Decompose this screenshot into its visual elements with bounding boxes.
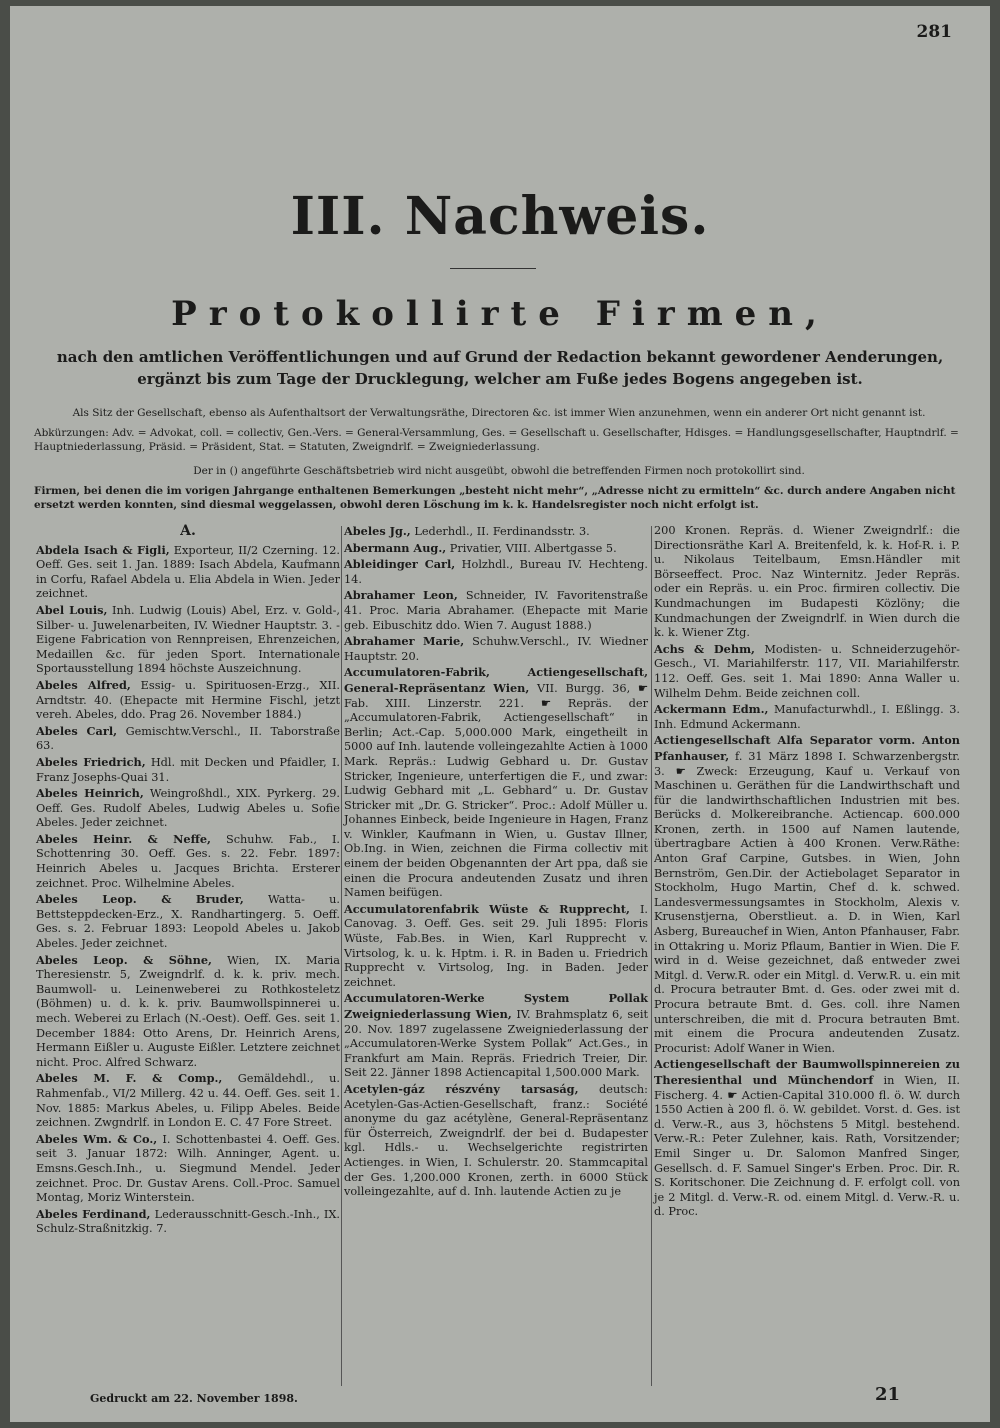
firm-name: Ableidinger Carl, <box>344 557 456 572</box>
firm-entry <box>36 1207 340 1237</box>
firm-entry <box>344 557 648 587</box>
firm-name: Abrahamer Leon, <box>344 588 458 603</box>
firm-details: Exporteur, II/2 Czerning. 12. Oeff. Ges. seit 1. Jan. 1889: Isach Abdela, Kaufmann in Corfu, Rafael Abdela u. Elia Abdela in Wien. Jeder zeichnet. <box>36 543 340 601</box>
firm-details: I. Canovag. 3. Oeff. Ges. seit 29. Juli 1895: Floris Wüste, Fab.Bes. in Wien, Karl Rupprecht v. Virtsolog, k. u. k. Hptm. i. R. in Baden u. Friedrich Rupprecht v. Virtsolog, Ing. in Baden. Jeder zeichnet. <box>344 902 648 989</box>
firm-entry <box>344 634 648 664</box>
firm-name: Abel Louis, <box>36 602 108 617</box>
firm-entry <box>36 603 340 677</box>
firm-entry <box>344 541 648 557</box>
column-1 <box>36 524 340 1238</box>
firm-details: Inh. Ludwig (Louis) Abel, Erz. v. Gold-, Silber- u. Juwelenarbeiten, IV. Wiedner Hauptstr. 3. -Eigene Fabrication von Rennpreisen, Ehrenzeichen, Medaillen &c. für jeden Sport. Internationale Sportausstellung 1894 höchste Auszeichnung. <box>36 603 340 676</box>
subtitle: Protokollirte Firmen, <box>171 294 829 334</box>
firm-entry <box>36 832 340 891</box>
firm-entry <box>36 786 340 831</box>
firm-entry <box>36 892 340 951</box>
firm-details: in Wien, II. Fischerg. 4. ☛ Actien-Capital 310.000 fl. ö. W. durch 1550 Actien à 200 fl. ö. W. gebildet. Vorst. d. Ges. ist d. Verw.-R., aus 3, höchstens 5 Mitgl. bestehend. Verw.-R.: Peter Zulehner, kais. Rath, Vorsitzender; Emil Singer u. Dr. Salomon Manfred Singer, Gesellsch. d. F. Samuel Singer's Erben. Proc. Dir. R. S. Koritschoner. Die Zeichnung d. F. erfolgt coll. von je 2 Mitgl. d. Verw.-R. od. einem Mitgl. d. Verw.-R. u. d. Proc. <box>654 1073 961 1219</box>
firm-details: Lederhdl., II. Ferdinandsstr. 3. <box>410 525 590 538</box>
firm-details: Watta- u. Bettsteppdecken-Erz., X. Randhartingerg. 5. Oeff. Ges. s. 2. Februar 1893: Leopold Abeles u. Jakob Abeles. Jeder zeichnet. <box>36 893 340 951</box>
firm-details: Wien, IX. Maria Theresienstr. 5, Zweigndrlf. d. k. k. priv. mech. Baumwoll- u. Leinenweberei zu Rothkosteletz (Böhmen) u. d. k. k. priv. Baumwollspinnerei u. mech. Weberei zu Erlach (N.-Oest). Oeff. Ges. seit 1. December 1884: Otto Arens, Dr. Heinrich Arens, Hermann Eißler u. Auguste Eißler. Letztere zeichnet nicht. Proc. Alfred Schwarz. <box>36 953 340 1069</box>
firm-details: f. 31 März 1898 I. Schwarzenbergstr. 3. ☛ Zweck: Erzeugung, Kauf u. Verkauf von Maschinen u. Geräthen für die Landwirthschaft und für die landwirthschaftlichen Industrien mit bes. Berücks d. Molkereibranche. Actiencap. 600.000 Kronen, zerth. in 1500 auf Namen lautende, übertragbare Actien à 400 Kronen. Verw.Räthe: Anton Graf Carpine, Gutsbes. in Wien, John Bernström, Gen.Dir. der Actiebolaget Separator in Stockholm, Hugo Martin, Chef d. k. schwed. Landesvermessungsamtes in Stockholm, Alexis v. Krusenstjerna, Oberstlieut. a. D. in Wien, Karl Asberg, Bureauchef in Wien, Anton Pfanhauser, Fabr. in Ottakring u. Moriz Pflaum, Bantier in Wien. Die F. wird in d. Weise gezeichnet, daß entweder zwei Mitgl. d. Verw.R. oder ein Mitgl. d. Verw.R. u. ein mit d. Procura betrauter Bmt. d. Ges. oder zwei mit d. Procura betraute Bmt. d. Ges. coll. ihre Namen unterschreiben, die mit d. Procura betrauten Bmt. mit einem die Procura andeutenden Zusatz. Procurist: Adolf Waner in Wien. <box>654 749 960 1055</box>
column-1-entries <box>36 543 340 1237</box>
firm-entry <box>654 524 960 641</box>
firm-details: Holzhdl., Bureau IV. Hechteng. 14. <box>344 558 648 586</box>
firm-entry <box>344 1082 648 1200</box>
firm-details: 200 Kronen. Repräs. d. Wiener Zweigndrlf.: die Directionsräthe Karl A. Breitenfeld, k. k. Hof-R. i. P. u. Nikolaus Teitelbaum, Emsn.Händler mit Börseeffect. Proc. Naz Winternitz. Jeder Repräs. oder ein Repräs. u. ein Proc. firmiren collectiv. Die Kundmachungen im Budapesti Közlöny; die Kundmachungen der Zweigndrlf. in Wien durch die k. k. Wiener Ztg. <box>654 524 960 640</box>
firm-details: Modisten- u. Schneiderzugehör-Gesch., VI. Mariahilferstr. 117, VII. Mariahilferstr. 112. Oeff. Ges. seit 1. Mai 1890: Anna Waller u. Wilhelm Dehm. Beide zeichnen coll. <box>654 642 960 700</box>
firm-details: deutsch: Acetylen-Gas-Actien-Gesellschaft, franz.: Société anonyme du gaz acétylène, General-Repräsentanz für Österreich, Zweigndrlf. der bei d. Budapester kgl. Hdls.- u. Wechselgerichte registrirten Actienges. in Wien, I. Schulerstr. 20. Stammcapital der Ges. 1,200.000 Kronen, zerth. in 6000 Stück volleingezahlte, auf d. Inh. lautende Actien zu je <box>344 1082 648 1199</box>
firm-details: Essig- u. Spirituosen-Erzg., XII. Arndtstr. 40. (Ehepacte mit Hermine Fischl, jetzt vereh. Abeles, ddo. Prag 26. November 1884.) <box>36 678 341 722</box>
firm-details: VII. Burgg. 36, ☛ Fab. XIII. Linzerstr. 221. ☛ Repräs. der „Accumulatoren-Fabrik, Actiengesellschaft“ in Berlin; Act.-Cap. 5,000.000 Mark, eingetheilt in 5000 auf Inh. lautende volleingezahlte Actien à 1000 Mark. Repräs.: Ludwig Gebhard u. Dr. Gustav Stricker, Ingenieure, unterfertigen die F., und zwar: Ludwig Gebhard mit „L. Gebhard“ u. Dr. Gustav Stricker mit „Dr. G. Stricker“. Proc.: Adolf Müller u. Johannes Einbeck, beide Ingenieure in Hagen, Franz v. Winkler, Kaufmann in Wien, u. Gustav Illner, Ob.Ing. in Wien, zeichnen die Firma collectiv mit einem der beiden Obgenannten der Art ppa, daß sie einen die Procura andeutenden Zusatz und ihren Namen beifügen. <box>344 681 648 900</box>
note-omitted: Firmen, bei denen die im vorigen Jahrgange enthaltenen Bemerkungen „besteht nicht mehr“, „Adresse nicht zu ermitteln“ &c. durch andere Angaben nicht ersetzt werden konnten, sind diesmal weggelassen, obwohl deren Löschung im k. k. Handelsregister noch nicht erfolgt ist. <box>34 485 956 511</box>
document-page <box>10 6 990 1422</box>
firm-name: Abeles Ferdinand, <box>36 1206 151 1221</box>
firm-entry <box>344 665 648 901</box>
intro-text: nach den amtlichen Veröffentlichungen und auf Grund der Redaction bekannt gewordener Aenderungen, ergänzt bis zum Tage der Drucklegung, welcher am Fuße jedes Bogens angegeben ist. <box>56 348 944 388</box>
firm-name: Abeles M. F. & Comp., <box>36 1071 223 1086</box>
firm-details: Schuhw. Fab., I. Schottenring 30. Oeff. Ges. s. 22. Febr. 1897: Heinrich Abeles u. Jacques Brichta. Ersterer zeichnet. Proc. Wilhelmine Abeles. <box>36 832 341 890</box>
firm-name: Abeles Jg., <box>344 524 411 538</box>
firm-details: Privatier, VIII. Albertgasse 5. <box>446 541 617 555</box>
firm-name: Actiengesellschaft der Baumwollspinnereien zu Theresienthal und Münchendorf <box>654 1057 960 1087</box>
note-business: Der in () angeführte Geschäftsbetrieb wird nicht ausgeübt, obwohl die betreffenden Firmen noch protokollirt sind. <box>193 465 805 477</box>
column-divider-1 <box>341 526 342 1386</box>
column-divider-2 <box>651 526 652 1386</box>
page-title: III. Nachweis. <box>290 186 710 247</box>
firm-name: Accumulatorenfabrik Wüste & Rupprecht, <box>344 901 630 916</box>
firm-details: I. Schottenbastei 4. Oeff. Ges. seit 3. Januar 1872: Wilh. Anninger, Agent. u. Emsns.Gesch.Inh., u. Siegmund Mendel. Jeder zeichnet. Proc. Dr. Gustav Arens. Coll.-Proc. Samuel Montag, Moriz Winterstein. <box>36 1132 340 1205</box>
firm-entry <box>344 991 648 1081</box>
firm-details: Lederausschnitt-Gesch.-Inh., IX. Schulz-Straßnitzkig. 7. <box>36 1207 340 1236</box>
firm-details: Hdl. mit Decken und Pfaidler, I. Franz Josephs-Quai 31. <box>36 755 340 784</box>
firm-entry <box>36 1132 340 1206</box>
firm-details: Manufacturwhdl., I. Eßlingg. 3. Inh. Edmund Ackermann. <box>654 703 960 731</box>
firm-name: Abrahamer Marie, <box>344 634 465 649</box>
firm-name: Abeles Carl, <box>36 723 118 738</box>
firm-name: Accumulatoren-Werke System Pollak Zweigniederlassung Wien, <box>344 991 648 1021</box>
firm-entry <box>654 1057 960 1220</box>
firm-details: Gemischtw.Verschl., II. Taborstraße 63. <box>36 724 340 753</box>
firm-entry <box>344 588 648 633</box>
sheet-signature: 21 <box>874 1384 900 1405</box>
firm-details: Schneider, IV. Favoritenstraße 41. Proc. Maria Abrahamer. (Ehepacte mit Marie geb. Eibuschitz ddo. Wien 7. August 1888.) <box>344 589 648 632</box>
firm-entry <box>36 543 340 602</box>
firm-name: Abeles Heinr. & Neffe, <box>36 831 211 846</box>
firm-entry <box>344 524 648 540</box>
firm-entry <box>36 755 340 785</box>
note-abbreviations: Abkürzungen: Adv. = Advokat, coll. = collectiv, Gen.-Vers. = General-Versammlung, Ges. = Gesellschaft u. Gesellschafter, Hdisges. = Handlungsgesellschafter, Hauptndrlf. = Hauptniederlassung, Präsid. = Präsident, Stat. = Statuten, Zweigndrlf. = Zweigniederlassung. <box>34 427 959 453</box>
firm-name: Abeles Heinrich, <box>36 786 144 801</box>
title-divider <box>450 268 536 269</box>
firm-name: Achs & Dehm, <box>654 641 755 656</box>
column-2-entries <box>344 524 648 1200</box>
firm-entry <box>654 702 960 732</box>
page-number: 281 <box>916 22 952 42</box>
firm-entry <box>654 642 960 701</box>
column-3-entries <box>654 524 960 1220</box>
firm-details: Weingroßhdl., XIX. Pyrkerg. 29. Oeff. Ges. Rudolf Abeles, Ludwig Abeles u. Sofie Abeles. Jeder zeichnet. <box>36 787 340 830</box>
firm-name: Abeles Leop. & Bruder, <box>36 892 244 907</box>
firm-name: Abeles Alfred, <box>36 677 131 692</box>
firm-name: Abeles Friedrich, <box>36 754 146 769</box>
firm-name: Abermann Aug., <box>344 540 447 555</box>
firm-name: Acetylen-gáz részvény tarsaság, <box>344 1081 579 1096</box>
firm-details: Gemäldehdl., u. Rahmenfab., VI/2 Millerg. 42 u. 44. Oeff. Ges. seit 1. Nov. 1885: Markus Abeles, u. Filipp Abeles. Beide zeichnen. Zwgndrlf. in London E. C. 47 Fore Street. <box>36 1072 340 1130</box>
column-2 <box>344 524 648 1201</box>
section-letter: A. <box>180 523 196 539</box>
firm-name: Ackermann Edm., <box>654 702 769 717</box>
firm-details: Schuhw.Verschl., IV. Wiedner Hauptstr. 20. <box>344 635 649 663</box>
firm-details: IV. Brahmsplatz 6, seit 20. Nov. 1897 zugelassene Zweigniederlassung der „Accumulatoren-Werke System Pollak“ Act.Ges., in Frankfurt am Main. Repräs. Friedrich Treier, Dir. Seit 22. Jänner 1898 Actiencapital 1,500.000 Mark. <box>344 1008 648 1080</box>
firm-name: Accumulatoren-Fabrik, Actiengesellschaft, General-Repräsentanz Wien, <box>344 665 648 695</box>
firm-name: Abeles Leop. & Söhne, <box>36 952 212 967</box>
print-date: Gedruckt am 22. November 1898. <box>90 1392 298 1405</box>
firm-name: Abdela Isach & Figli, <box>36 542 170 557</box>
firm-entry <box>344 902 648 991</box>
firm-name: Abeles Wm. & Co., <box>36 1131 158 1146</box>
note-seat: Als Sitz der Gesellschaft, ebenso als Aufenthaltsort der Verwaltungsräthe, Directoren &c. ist immer Wien anzunehmen, wenn ein anderer Ort nicht genannt ist. <box>72 407 926 419</box>
firm-entry <box>36 678 340 723</box>
firm-entry <box>654 733 960 1056</box>
column-3 <box>654 524 960 1221</box>
firm-entry <box>36 724 340 754</box>
firm-entry <box>36 953 340 1071</box>
firm-name: Actiengesellschaft Alfa Separator vorm. Anton Pfanhauser, <box>654 733 960 763</box>
firm-entry <box>36 1071 340 1130</box>
